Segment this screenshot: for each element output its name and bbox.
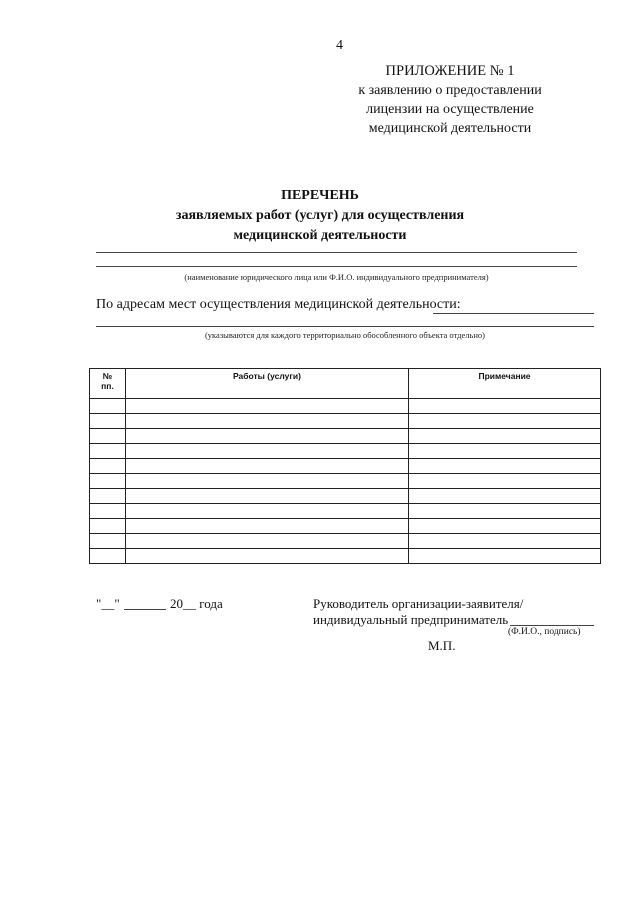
number-cell[interactable] [90, 459, 126, 474]
date-year [170, 596, 223, 612]
heading-title: ПЕРЕЧЕНЬ [281, 188, 359, 203]
column-header-works: Работы (услуги) [126, 369, 409, 399]
date-day[interactable]: __ [101, 596, 115, 611]
works-table [89, 368, 601, 564]
appendix-line: к заявлению о предоставлении [358, 83, 542, 98]
table-row [90, 489, 601, 504]
table-row [90, 504, 601, 519]
number-cell[interactable] [90, 489, 126, 504]
number-cell[interactable] [90, 429, 126, 444]
document-heading [0, 186, 640, 246]
works-cell[interactable] [126, 474, 409, 489]
works-cell[interactable] [126, 504, 409, 519]
works-cell[interactable] [126, 414, 409, 429]
signature-caption: (Ф.И.О., подпись) [508, 627, 581, 637]
table-row [90, 474, 601, 489]
address-input-line[interactable] [433, 313, 594, 314]
note-cell[interactable] [409, 399, 601, 414]
table-row [90, 459, 601, 474]
date-quote: " [114, 596, 120, 611]
note-cell[interactable] [409, 429, 601, 444]
appendix-title: ПРИЛОЖЕНИЕ № 1 [385, 63, 515, 79]
appendix-block [320, 62, 580, 138]
address-input-line[interactable] [96, 326, 594, 327]
note-cell[interactable] [409, 534, 601, 549]
note-cell[interactable] [409, 444, 601, 459]
heading-subtitle: медицинской деятельности [233, 228, 407, 243]
table-row [90, 444, 601, 459]
note-cell[interactable] [409, 549, 601, 564]
table-row [90, 414, 601, 429]
addresses-caption: (указываются для каждого территориально обособленного объекта отдельно) [204, 330, 486, 340]
table-row [90, 549, 601, 564]
number-cell[interactable] [90, 474, 126, 489]
note-cell[interactable] [409, 459, 601, 474]
signature-line[interactable] [510, 625, 594, 626]
date-quote: " [96, 596, 102, 611]
number-cell[interactable] [90, 444, 126, 459]
column-header-number [90, 369, 126, 399]
works-cell[interactable] [126, 534, 409, 549]
number-cell[interactable] [90, 549, 126, 564]
appendix-line: медицинской деятельности [368, 121, 532, 136]
addresses-label: По адресам мест осуществления медицинской деятельности: [96, 297, 461, 312]
heading-subtitle: заявляемых работ (услуг) для осуществления [175, 208, 465, 223]
stamp-placeholder: М.П. [428, 638, 456, 653]
date-year-suffix[interactable]: __ года [183, 596, 223, 611]
date-field [96, 596, 120, 612]
note-cell[interactable] [409, 489, 601, 504]
number-cell[interactable] [90, 399, 126, 414]
number-cell[interactable] [90, 519, 126, 534]
signer-title: индивидуальный предприниматель [313, 612, 509, 627]
number-header-line: пп. [101, 381, 114, 391]
date-month-line[interactable] [124, 609, 166, 610]
works-cell[interactable] [126, 549, 409, 564]
works-cell[interactable] [126, 489, 409, 504]
table-header-row [90, 369, 601, 399]
note-cell[interactable] [409, 519, 601, 534]
applicant-caption: (наименование юридического лица или Ф.И.О. индивидуального предпринимателя) [184, 272, 489, 282]
number-cell[interactable] [90, 414, 126, 429]
works-cell[interactable] [126, 519, 409, 534]
table-row [90, 534, 601, 549]
date-year-prefix: 20 [170, 596, 183, 611]
column-header-note: Примечание [409, 369, 601, 399]
applicant-name-line[interactable] [96, 252, 577, 253]
table-row [90, 399, 601, 414]
note-cell[interactable] [409, 414, 601, 429]
works-cell[interactable] [126, 444, 409, 459]
note-cell[interactable] [409, 474, 601, 489]
signer-title: Руководитель организации-заявителя/ [313, 596, 524, 611]
applicant-name-line[interactable] [96, 266, 577, 267]
note-cell[interactable] [409, 504, 601, 519]
page-number: 4 [336, 38, 343, 53]
works-cell[interactable] [126, 399, 409, 414]
table-row [90, 429, 601, 444]
table-row [90, 519, 601, 534]
number-cell[interactable] [90, 534, 126, 549]
number-header-line: № [102, 371, 113, 381]
appendix-line: лицензии на осуществление [366, 102, 534, 117]
works-cell[interactable] [126, 459, 409, 474]
works-cell[interactable] [126, 429, 409, 444]
number-cell[interactable] [90, 504, 126, 519]
